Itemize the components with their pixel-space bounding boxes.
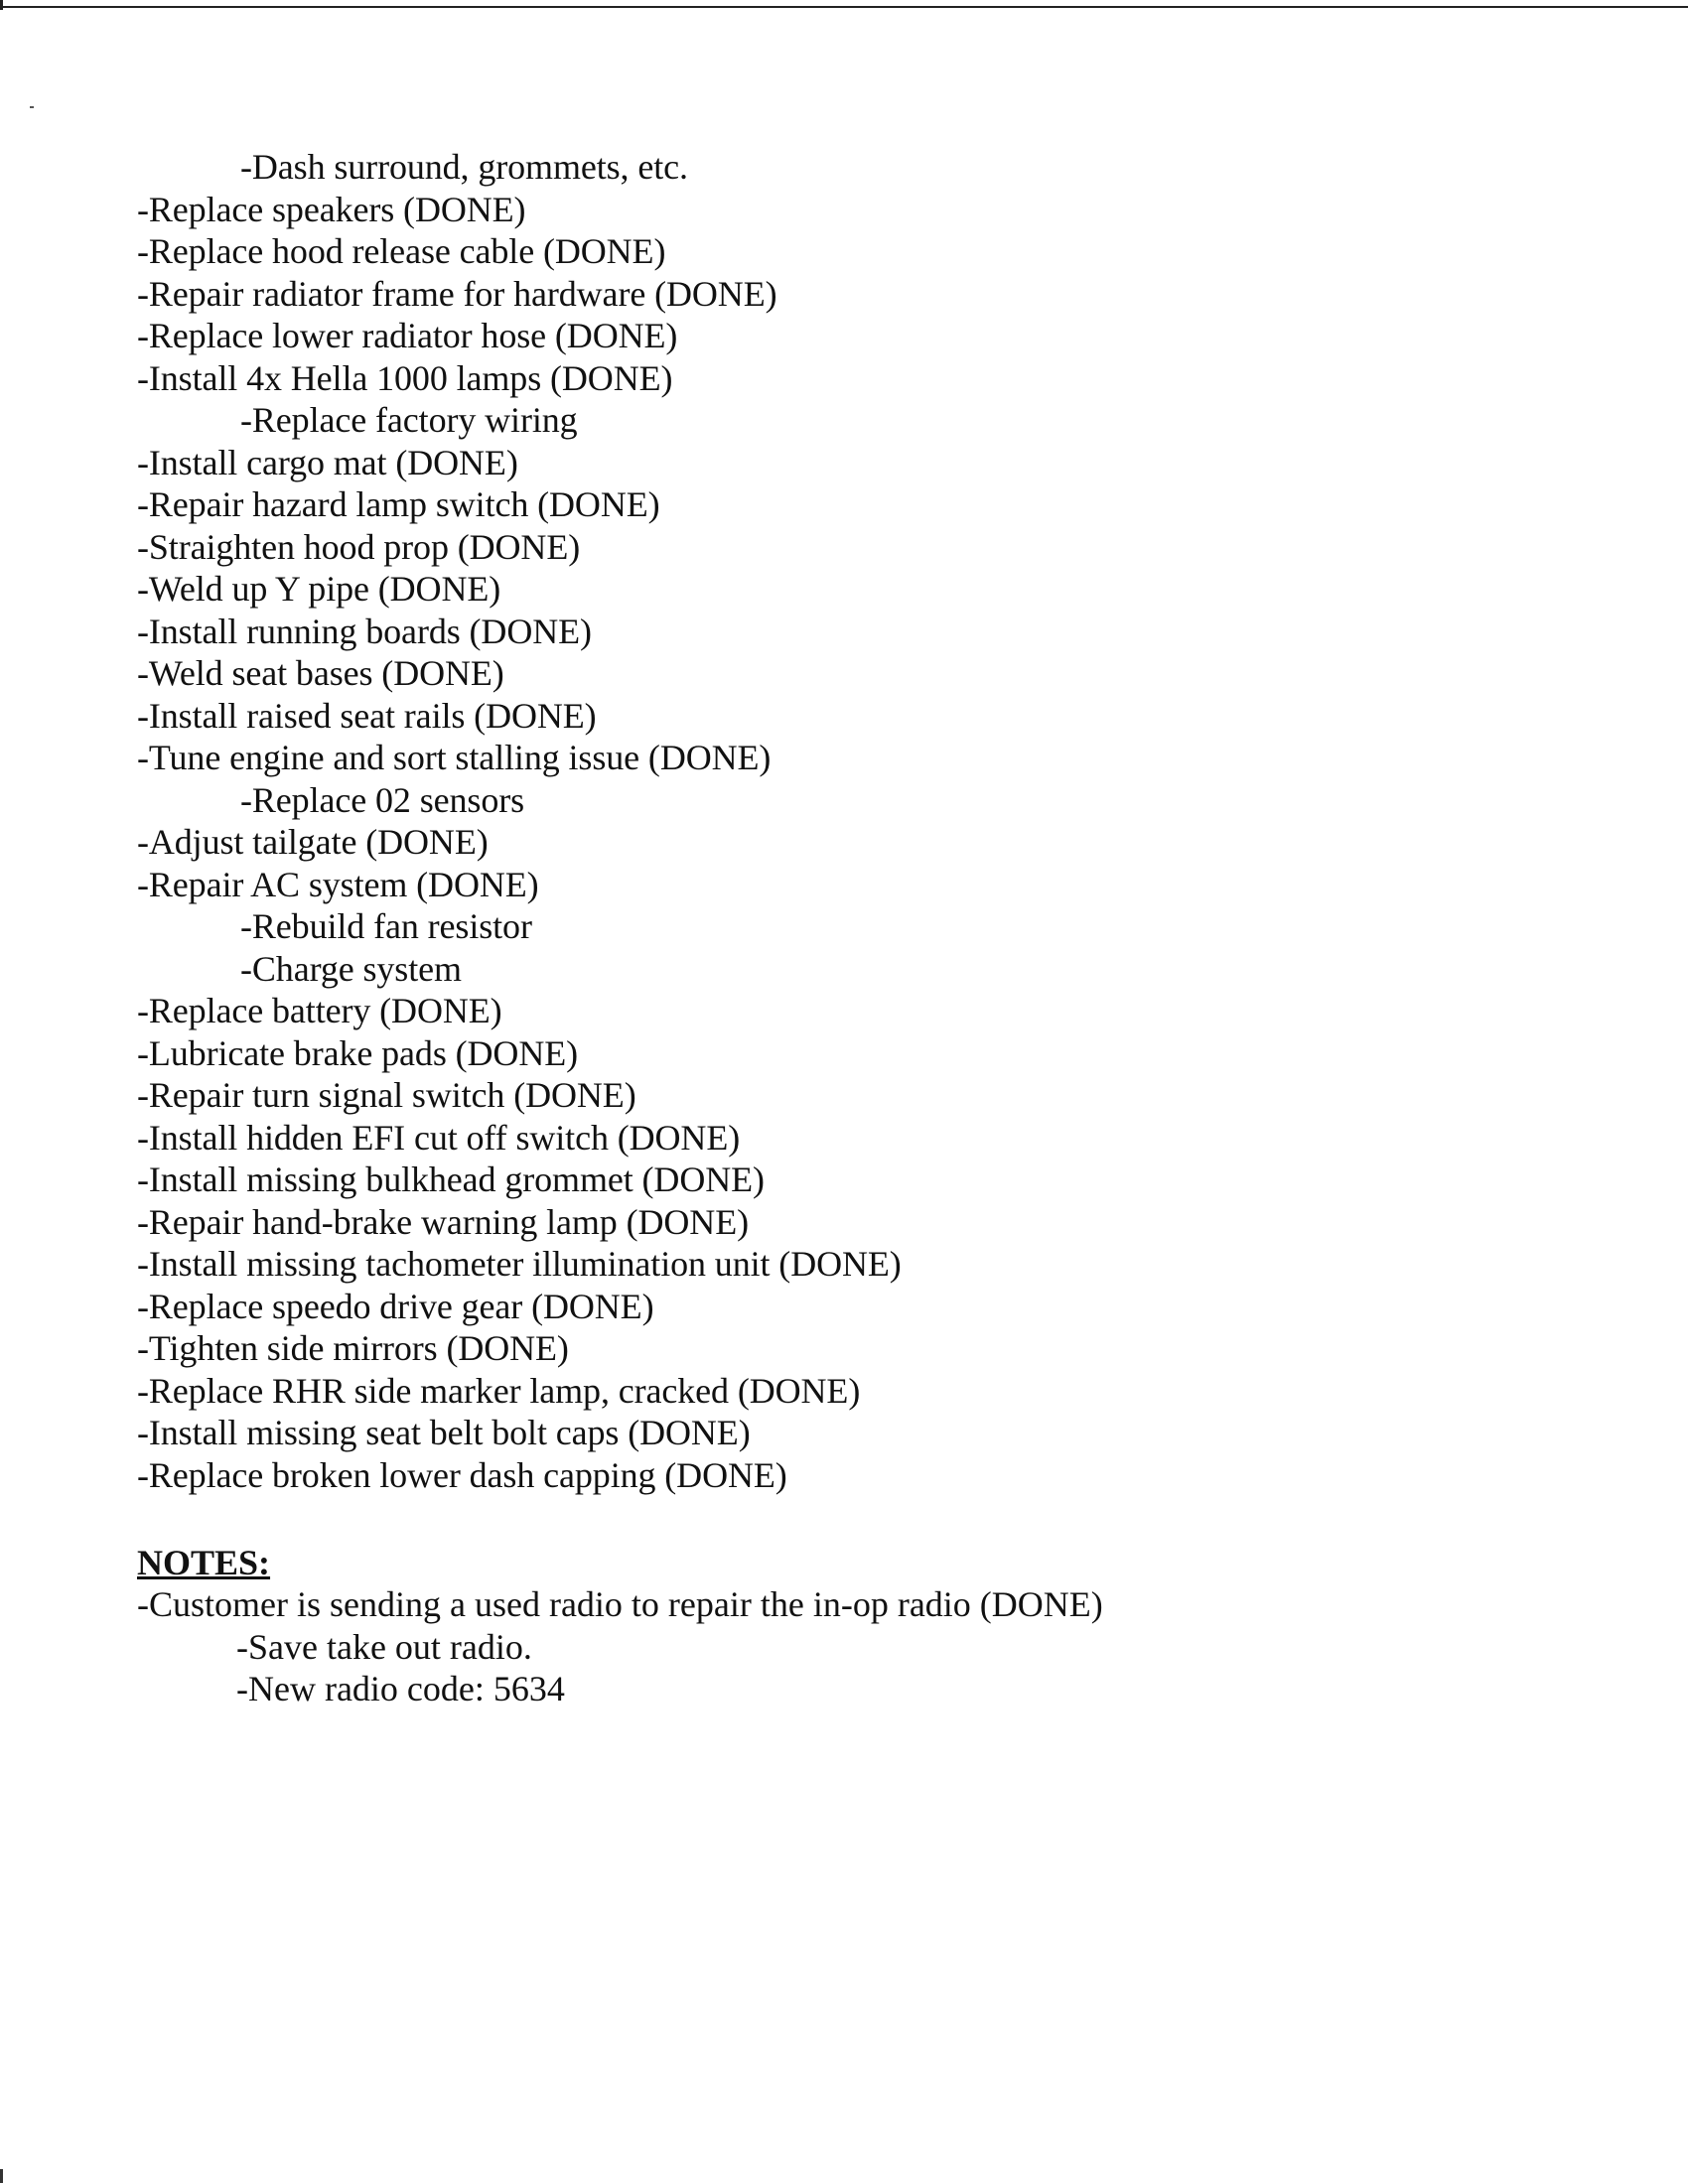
task-item: -Replace battery (DONE) bbox=[137, 991, 502, 1030]
task-item: -Dash surround, grommets, etc. bbox=[240, 147, 688, 187]
task-item: -Charge system bbox=[240, 948, 462, 989]
note-item: -Save take out radio. bbox=[236, 1626, 532, 1667]
notes-heading: NOTES: bbox=[137, 1543, 271, 1582]
corner-mark bbox=[0, 0, 3, 10]
task-item: -Install missing tachometer illumination unit (DONE) bbox=[137, 1244, 902, 1284]
task-item: -Replace hood release cable (DONE) bbox=[137, 231, 666, 271]
task-item: -Weld seat bases (DONE) bbox=[137, 653, 504, 693]
note-item: -Customer is sending a used radio to repair the in-op radio (DONE) bbox=[137, 1584, 1103, 1624]
task-item: -Straighten hood prop (DONE) bbox=[137, 526, 581, 567]
task-item: -Repair turn signal switch (DONE) bbox=[137, 1075, 636, 1115]
task-item: -Weld up Y pipe (DONE) bbox=[137, 569, 501, 609]
task-item: -Replace broken lower dash capping (DONE) bbox=[137, 1454, 787, 1495]
task-item: -Replace lower radiator hose (DONE) bbox=[137, 316, 678, 355]
task-item: -Rebuild fan resistor bbox=[240, 906, 532, 946]
task-item: -Install cargo mat (DONE) bbox=[137, 442, 518, 482]
task-item: -Install 4x Hella 1000 lamps (DONE) bbox=[137, 357, 673, 398]
task-item: -Replace factory wiring bbox=[240, 400, 578, 440]
task-item: -Install raised seat rails (DONE) bbox=[137, 695, 597, 736]
task-item: -Repair radiator frame for hardware (DONE) bbox=[137, 273, 777, 314]
notes-list bbox=[137, 1583, 1103, 1710]
task-item: -Install hidden EFI cut off switch (DONE) bbox=[137, 1117, 741, 1158]
notes-section bbox=[137, 1542, 1103, 1710]
task-item: -Replace speedo drive gear (DONE) bbox=[137, 1286, 654, 1326]
task-item: -Repair AC system (DONE) bbox=[137, 864, 539, 904]
task-item: -Tighten side mirrors (DONE) bbox=[137, 1328, 569, 1368]
task-item: -Replace 02 sensors bbox=[240, 779, 525, 820]
scan-speck bbox=[0, 2169, 3, 2183]
task-item: -Install missing bulkhead grommet (DONE) bbox=[137, 1160, 765, 1199]
task-item: -Replace speakers (DONE) bbox=[137, 189, 526, 229]
top-rule-line bbox=[0, 6, 1688, 8]
task-item: -Install missing seat belt bolt caps (DONE) bbox=[137, 1413, 751, 1452]
note-item: -New radio code: 5634 bbox=[236, 1669, 565, 1708]
task-item: -Repair hazard lamp switch (DONE) bbox=[137, 484, 660, 524]
task-list bbox=[137, 146, 902, 1496]
task-item: -Lubricate brake pads (DONE) bbox=[137, 1032, 579, 1073]
task-item: -Install running boards (DONE) bbox=[137, 611, 592, 651]
task-item: -Adjust tailgate (DONE) bbox=[137, 822, 489, 862]
task-item: -Tune engine and sort stalling issue (DONE) bbox=[137, 738, 772, 777]
scan-speck bbox=[30, 106, 34, 108]
task-item: -Replace RHR side marker lamp, cracked (DONE) bbox=[137, 1370, 861, 1411]
task-item: -Repair hand-brake warning lamp (DONE) bbox=[137, 1201, 749, 1242]
